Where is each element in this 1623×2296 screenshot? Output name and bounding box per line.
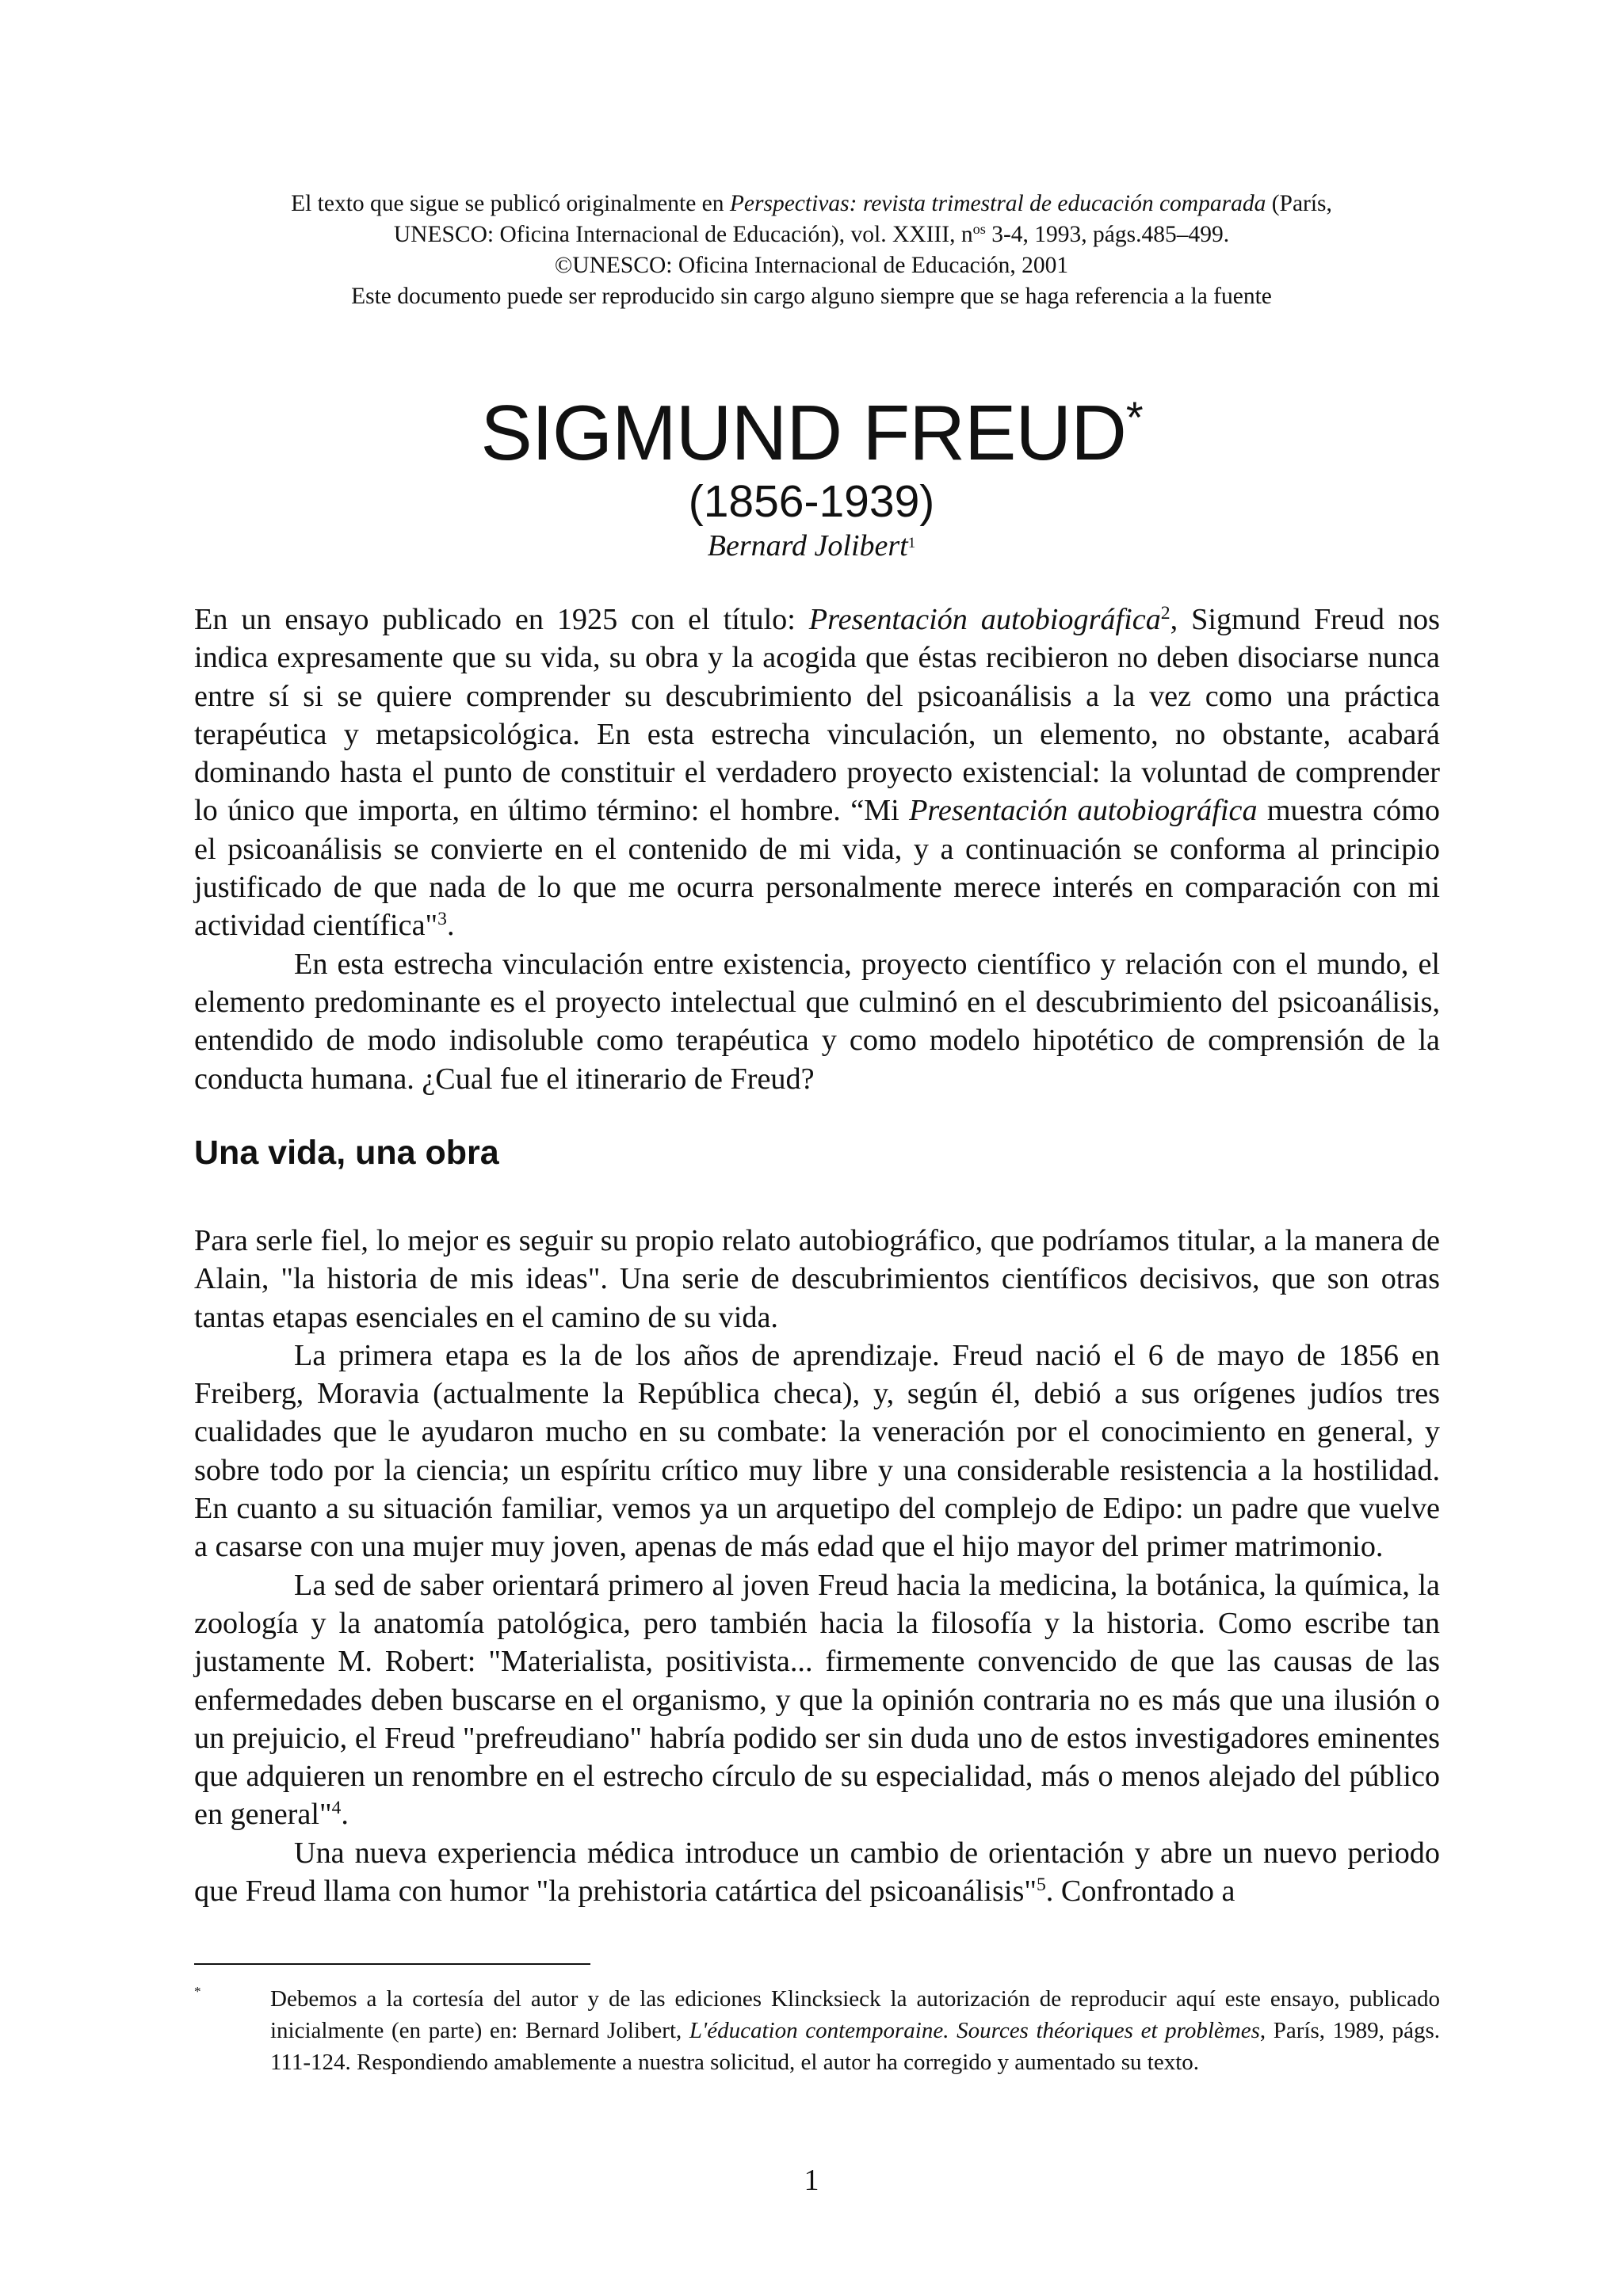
journal-title: Perspectivas: revista trimestral de educación comparada (729, 191, 1266, 216)
page-number: 1 (804, 2164, 819, 2197)
publication-note-line-1: El texto que sigue se publicó originalmente en Perspectivas: revista trimestral de educación comparada (París, (291, 191, 1332, 216)
intro-section (194, 601, 1440, 1098)
section-paragraph-1: Para serle fiel, lo mejor es seguir su propio relato autobiográfico, que podríamos titular, a la manera de Alain, "la historia de mis ideas". Una serie de descubrimientos científicos decisivos, que son otras tantas etapas esenciales en el camino de su vida. (194, 1224, 1440, 1334)
footnote-ref-4: 4 (331, 1798, 342, 1819)
publication-note (182, 189, 1441, 312)
life-years: (1856-1939) (688, 476, 935, 527)
section-paragraph-4: Una nueva experiencia médica introduce un cambio de orientación y abre un nuevo periodo que Freud llama con humor "la prehistoria catártica del psicoanálisis"$^5$. Confrontado a (194, 1836, 1440, 1909)
section-paragraph-2: La primera etapa es la de los años de aprendizaje. Freud nació el 6 de mayo de 1856 en Freiberg, Moravia (actualmente la República checa), y, según él, debió a sus orígenes judíos tres cualidades que le ayudaron mucho en su combate: la veneración por el conocimiento en general, y sobre todo por la ciencia; un espíritu crítico muy libre y una considerable resistencia a la hostilidad. En cuanto a su situación familiar, vemos ya un arquetipo del complejo de Edipo: un padre que vuelve a casarse con una mujer muy joven, apenas de más edad que el hijo mayor del primer matrimonio. (194, 1338, 1440, 1564)
footnote-ref-5: 5 (1036, 1875, 1046, 1896)
section-heading: Una vida, una obra (194, 1134, 499, 1172)
footnote-text: Debemos a la cortesía del autor y de las ediciones Klincksieck la autorización de reproducir aquí este ensayo, publicado inicialmente (en parte) en: Bernard Jolibert, L'éducation contemporaine. Sources théoriques et problèmes, París, 1989, págs. 111-124. Respondiendo amablemente a nuestra solicitud, el autor ha corregido y aumentado su texto. (270, 1986, 1440, 2075)
footnote-ref-3: 3 (437, 909, 447, 930)
intro-paragraph-1: En un ensayo publicado en 1925 con el título: Presentación autobiográfica$^2$, Sigmund Freud nos indica expresamente que su vida, su obra y la acogida que éstas recibieron no deben disociarse nunca entre sí si se quiere comprender su descubrimiento del psicoanálisis a la vez como una práctica terapéutica y metapsicológica. En esta estrecha vinculación, un elemento, no obstante, acabará dominando hasta el punto de constituir el verdadero proyecto existencial: la voluntad de comprender lo único que importa, en último término: el hombre. “Mi Presentación autobiográfica muestra cómo el psicoanálisis se convierte en el contenido de mi vida, y a continuación se conforma al principio justificado de que nada de lo que me ocurra personalmente merece interés en comparación con mi actividad científica"$^3$. (194, 602, 1441, 943)
publication-note-line-2: UNESCO: Oficina Internacional de Educación), vol. XXIII, $n^{os}$ 3-4, 1993, págs.485–499. (393, 220, 1230, 247)
footnote (194, 1983, 1440, 2078)
footnote-divider (194, 1963, 590, 1965)
document-title: SIGMUND FREUD* (480, 389, 1143, 476)
biography-section (194, 1222, 1440, 1910)
footnote-ref-2: 2 (1160, 602, 1170, 624)
title-footnote-marker: * (1125, 392, 1143, 443)
author-name: Bernard Jolibert$^1$ (707, 529, 916, 563)
reproduction-notice: Este documento puede ser reproducido sin cargo alguno siempre que se haga referencia a la fuente (351, 284, 1272, 309)
intro-paragraph-2: En esta estrecha vinculación entre existencia, proyecto científico y relación con el mundo, el elemento predominante es el proyecto intelectual que culminó en el descubrimiento del psicoanálisis, entendido de modo indisoluble como terapéutica y como modelo hipotético de comprensión de la conducta humana. ¿Cual fue el itinerario de Freud? (194, 947, 1440, 1096)
author-footnote-ref: 1 (907, 534, 916, 551)
section-paragraph-3: La sed de saber orientará primero al joven Freud hacia la medicina, la botánica, la química, la zoología y la anatomía patológica, pero también hacia la filosofía y la historia. Como escribe tan justamente M. Robert: "Materialista, positivista... firmemente convencido de que las causas de las enfermedades deben buscarse en el organismo, y que la opinión contraria no es más que una ilusión o un prejuicio, el Freud "prefreudiano" habría podido ser sin duda uno de estos investigadores eminentes que adquieren un renombre en el estrecho círculo de su especialidad, más o menos alejado del público en general"$^4$. (194, 1568, 1440, 1832)
copyright-line: ©UNESCO: Oficina Internacional de Educación, 2001 (554, 253, 1069, 278)
cited-book-title: L'éducation contemporaine. Sources théoriques et problèmes (689, 2018, 1260, 2043)
footnote-marker: * (194, 1984, 201, 1999)
